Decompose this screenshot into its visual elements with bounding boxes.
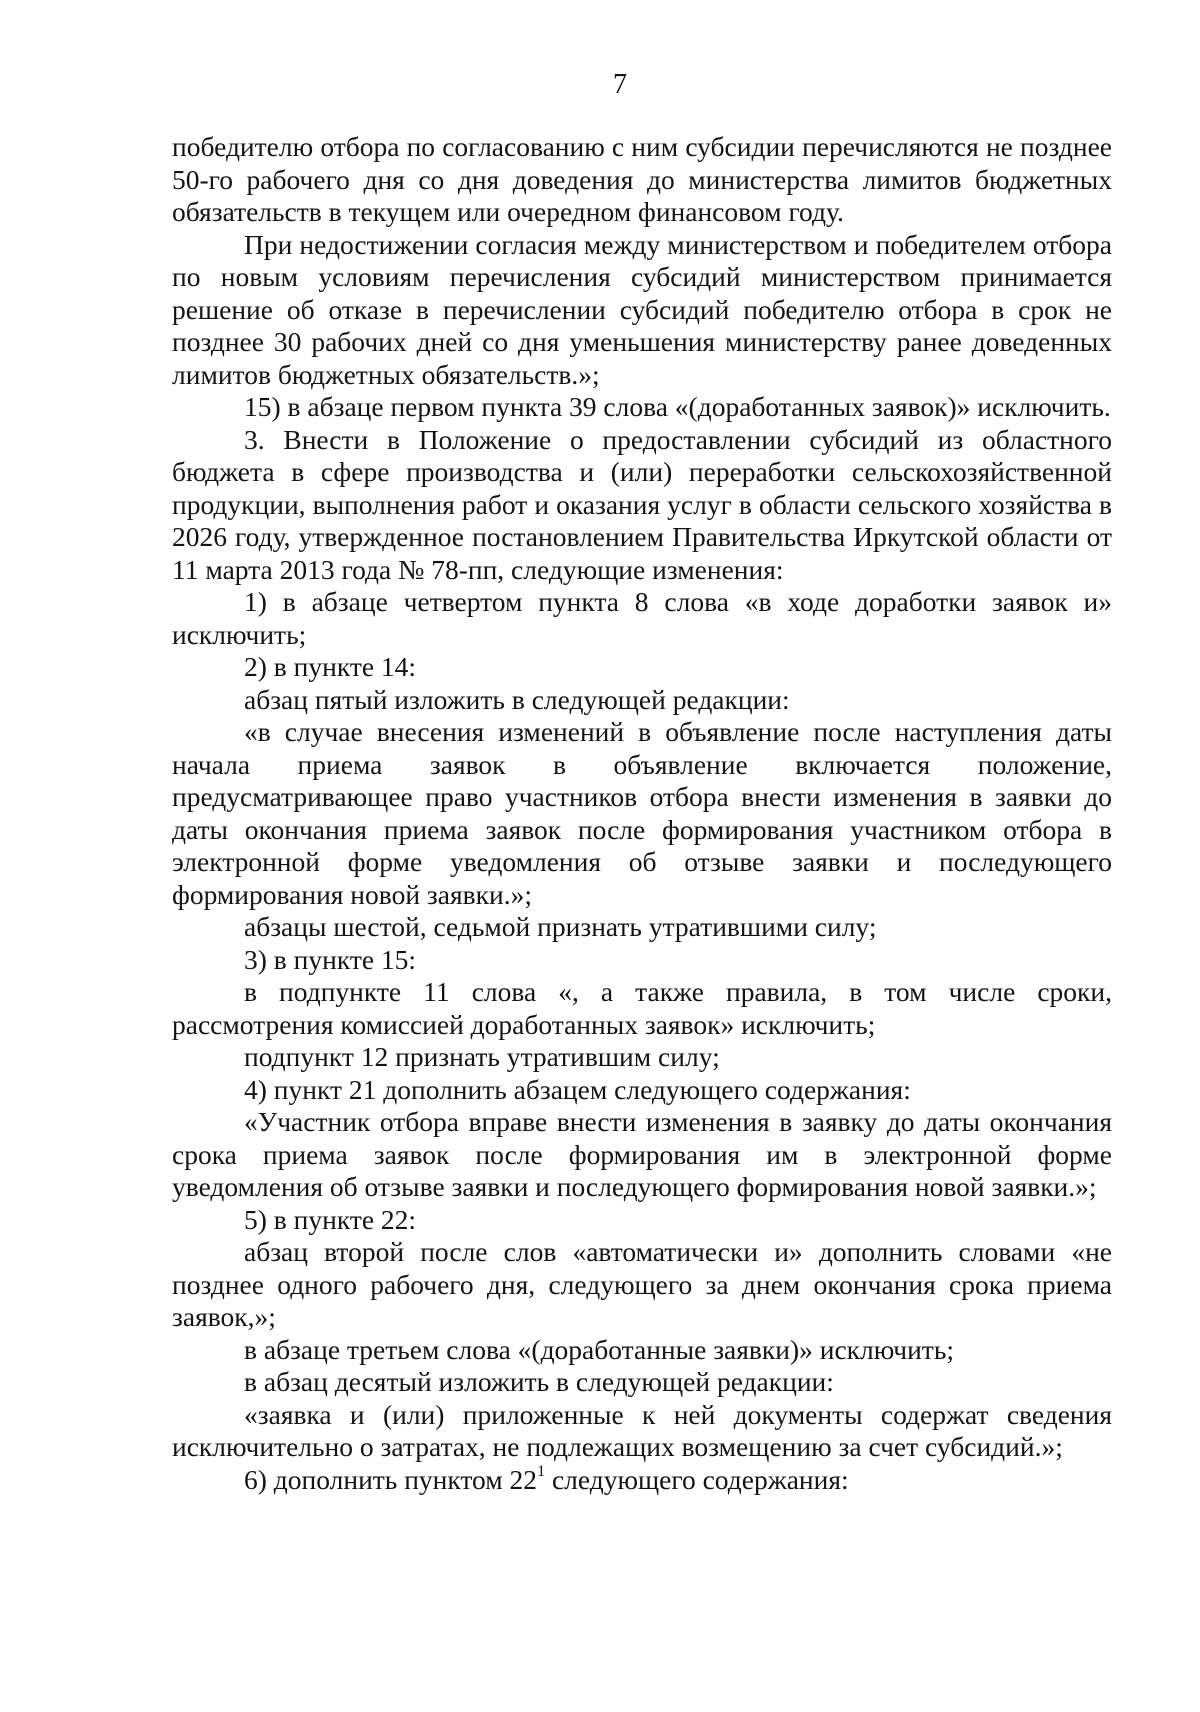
paragraph: подпункт 12 признать утратившим силу; (244, 1041, 720, 1072)
paragraph: абзац пятый изложить в следующей редакции: (244, 683, 790, 715)
paragraph: в абзаце третьем слова «(доработанные заявки)» исключить; (244, 1333, 955, 1365)
paragraph: 3) в пункте 15: (244, 943, 417, 975)
paragraph: «заявка и (или) приложенные к ней документы содержат сведения исключительно о затратах, не подлежащих возмещению за счет субсидий.»; (172, 1398, 1112, 1462)
paragraph-last (172, 1464, 1112, 1497)
paragraph: абзац второй после слов «автоматически и» дополнить словами «не позднее одного рабочего дня, следующего за днем окончания срока приема заявок,»; (172, 1236, 1112, 1332)
paragraph: 5) в пункте 22: (244, 1203, 417, 1235)
paragraph: «в случае внесения изменений в объявление после наступления даты начала приема заявок в объявление включается положение, предусматривающее право участников отбора внести изменения в заявки до даты окончания приема заявок после формирования участником отбора в электронной форме уведомления об отзыве заявки и последующего формирования новой заявки.»; (172, 716, 1112, 910)
paragraph-text: 6) дополнить пунктом 22 (244, 1463, 538, 1495)
paragraph: 1) в абзаце четвертом пункта 8 слова «в ходе доработки заявок и» исключить; (172, 586, 1112, 650)
paragraph: абзацы шестой, седьмой признать утратившими силу; (244, 911, 877, 942)
paragraph-text: следующего содержания: (545, 1463, 849, 1495)
paragraph: 2) в пункте 14: (244, 651, 417, 682)
paragraph: победителю отбора по согласованию с ним субсидии перечисляются не позднее 50-го рабочего дня со дня доведения до министерства лимитов бюджетных обязательств в текущем или очередном финансовом году. (172, 131, 1112, 227)
document-body (172, 131, 1112, 1496)
superscript: 1 (537, 1463, 546, 1481)
paragraph: 15) в абзаце первом пункта 39 слова «(доработанных заявок)» исключить. (244, 391, 1111, 422)
paragraph: в подпункте 11 слова «, а также правила, в том числе сроки, рассмотрения комиссией доработанных заявок» исключить; (172, 976, 1112, 1040)
paragraph: в абзац десятый изложить в следующей редакции: (244, 1366, 834, 1397)
page-number: 7 (613, 69, 627, 100)
paragraph: 4) пункт 21 дополнить абзацем следующего содержания: (244, 1073, 911, 1105)
paragraph: «Участник отбора вправе внести изменения в заявку до даты окончания срока приема заявок после формирования им в электронной форме уведомления об отзыве заявки и последующего формирования новой заявки.»; (172, 1106, 1112, 1202)
paragraph: 3. Внести в Положение о предоставлении субсидий из областного бюджета в сфере производства и (или) переработки сельскохозяйственной продукции, выполнения работ и оказания услуг в области сельского хозяйства в 2026 году, утвержденное постановлением Правительства Иркутской области от 11 марта 2013 года № 78-пп, следующие изменения: (172, 423, 1112, 585)
paragraph: При недостижении согласия между министерством и победителем отбора по новым условиям перечисления субсидий министерством принимается решение об отказе в перечислении субсидий победителю отбора в срок не позднее 30 рабочих дней со дня уменьшения министерству ранее доведенных лимитов бюджетных обязательств.»; (172, 228, 1112, 390)
